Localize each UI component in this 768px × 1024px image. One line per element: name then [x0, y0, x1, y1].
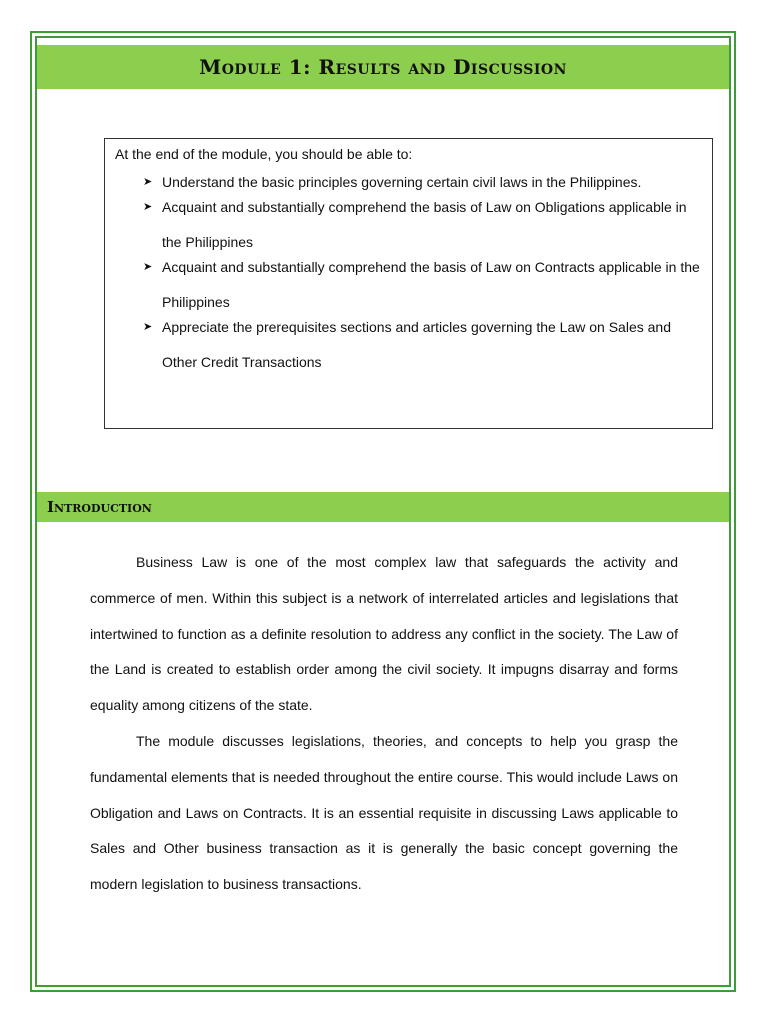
introduction-paragraph: The module discusses legislations, theories, and concepts to help you grasp the fundamental elements that is needed throughout the entire course. This would include Laws on Obligation and Laws on Contracts. It is an essential requisite in discussing Laws applicable to Sales and Other business transaction as it is generally the basic concept governing the modern legislation to business transactions.	[90, 732, 678, 893]
objectives-list	[115, 165, 702, 380]
objective-item	[143, 310, 702, 380]
arrowhead-bullet-icon: ➤	[143, 201, 153, 213]
learning-objectives-box	[104, 138, 713, 429]
arrowhead-bullet-icon: ➤	[143, 261, 153, 273]
introduction-heading: Introduction	[47, 498, 152, 516]
objective-text: Acquaint and substantially comprehend the basis of Law on Contracts applicable in the Philippines	[162, 259, 700, 310]
objective-text: Acquaint and substantially comprehend the basis of Law on Obligations applicable in the Philippines	[162, 199, 687, 250]
introduction-banner	[37, 492, 729, 522]
page-title: Module 1: Results and Discussion	[199, 55, 567, 79]
arrowhead-bullet-icon: ➤	[143, 176, 153, 188]
objective-text: Understand the basic principles governing certain civil laws in the Philippines.	[162, 174, 642, 190]
introduction-body	[90, 545, 678, 903]
objectives-intro: At the end of the module, you should be able to:	[115, 146, 413, 162]
title-banner	[37, 45, 729, 89]
introduction-paragraph: Business Law is one of the most complex law that safeguards the activity and commerce of men. Within this subject is a network of interrelated articles and legislations that intertwined to function as a definite resolution to address any conflict in the society. The Law of the Land is created to establish order among the civil society. It impugns disarray and forms equality among citizens of the state.	[90, 554, 678, 714]
objective-text: Appreciate the prerequisites sections and articles governing the Law on Sales and Other Credit Transactions	[162, 319, 671, 370]
arrowhead-bullet-icon: ➤	[143, 321, 153, 333]
